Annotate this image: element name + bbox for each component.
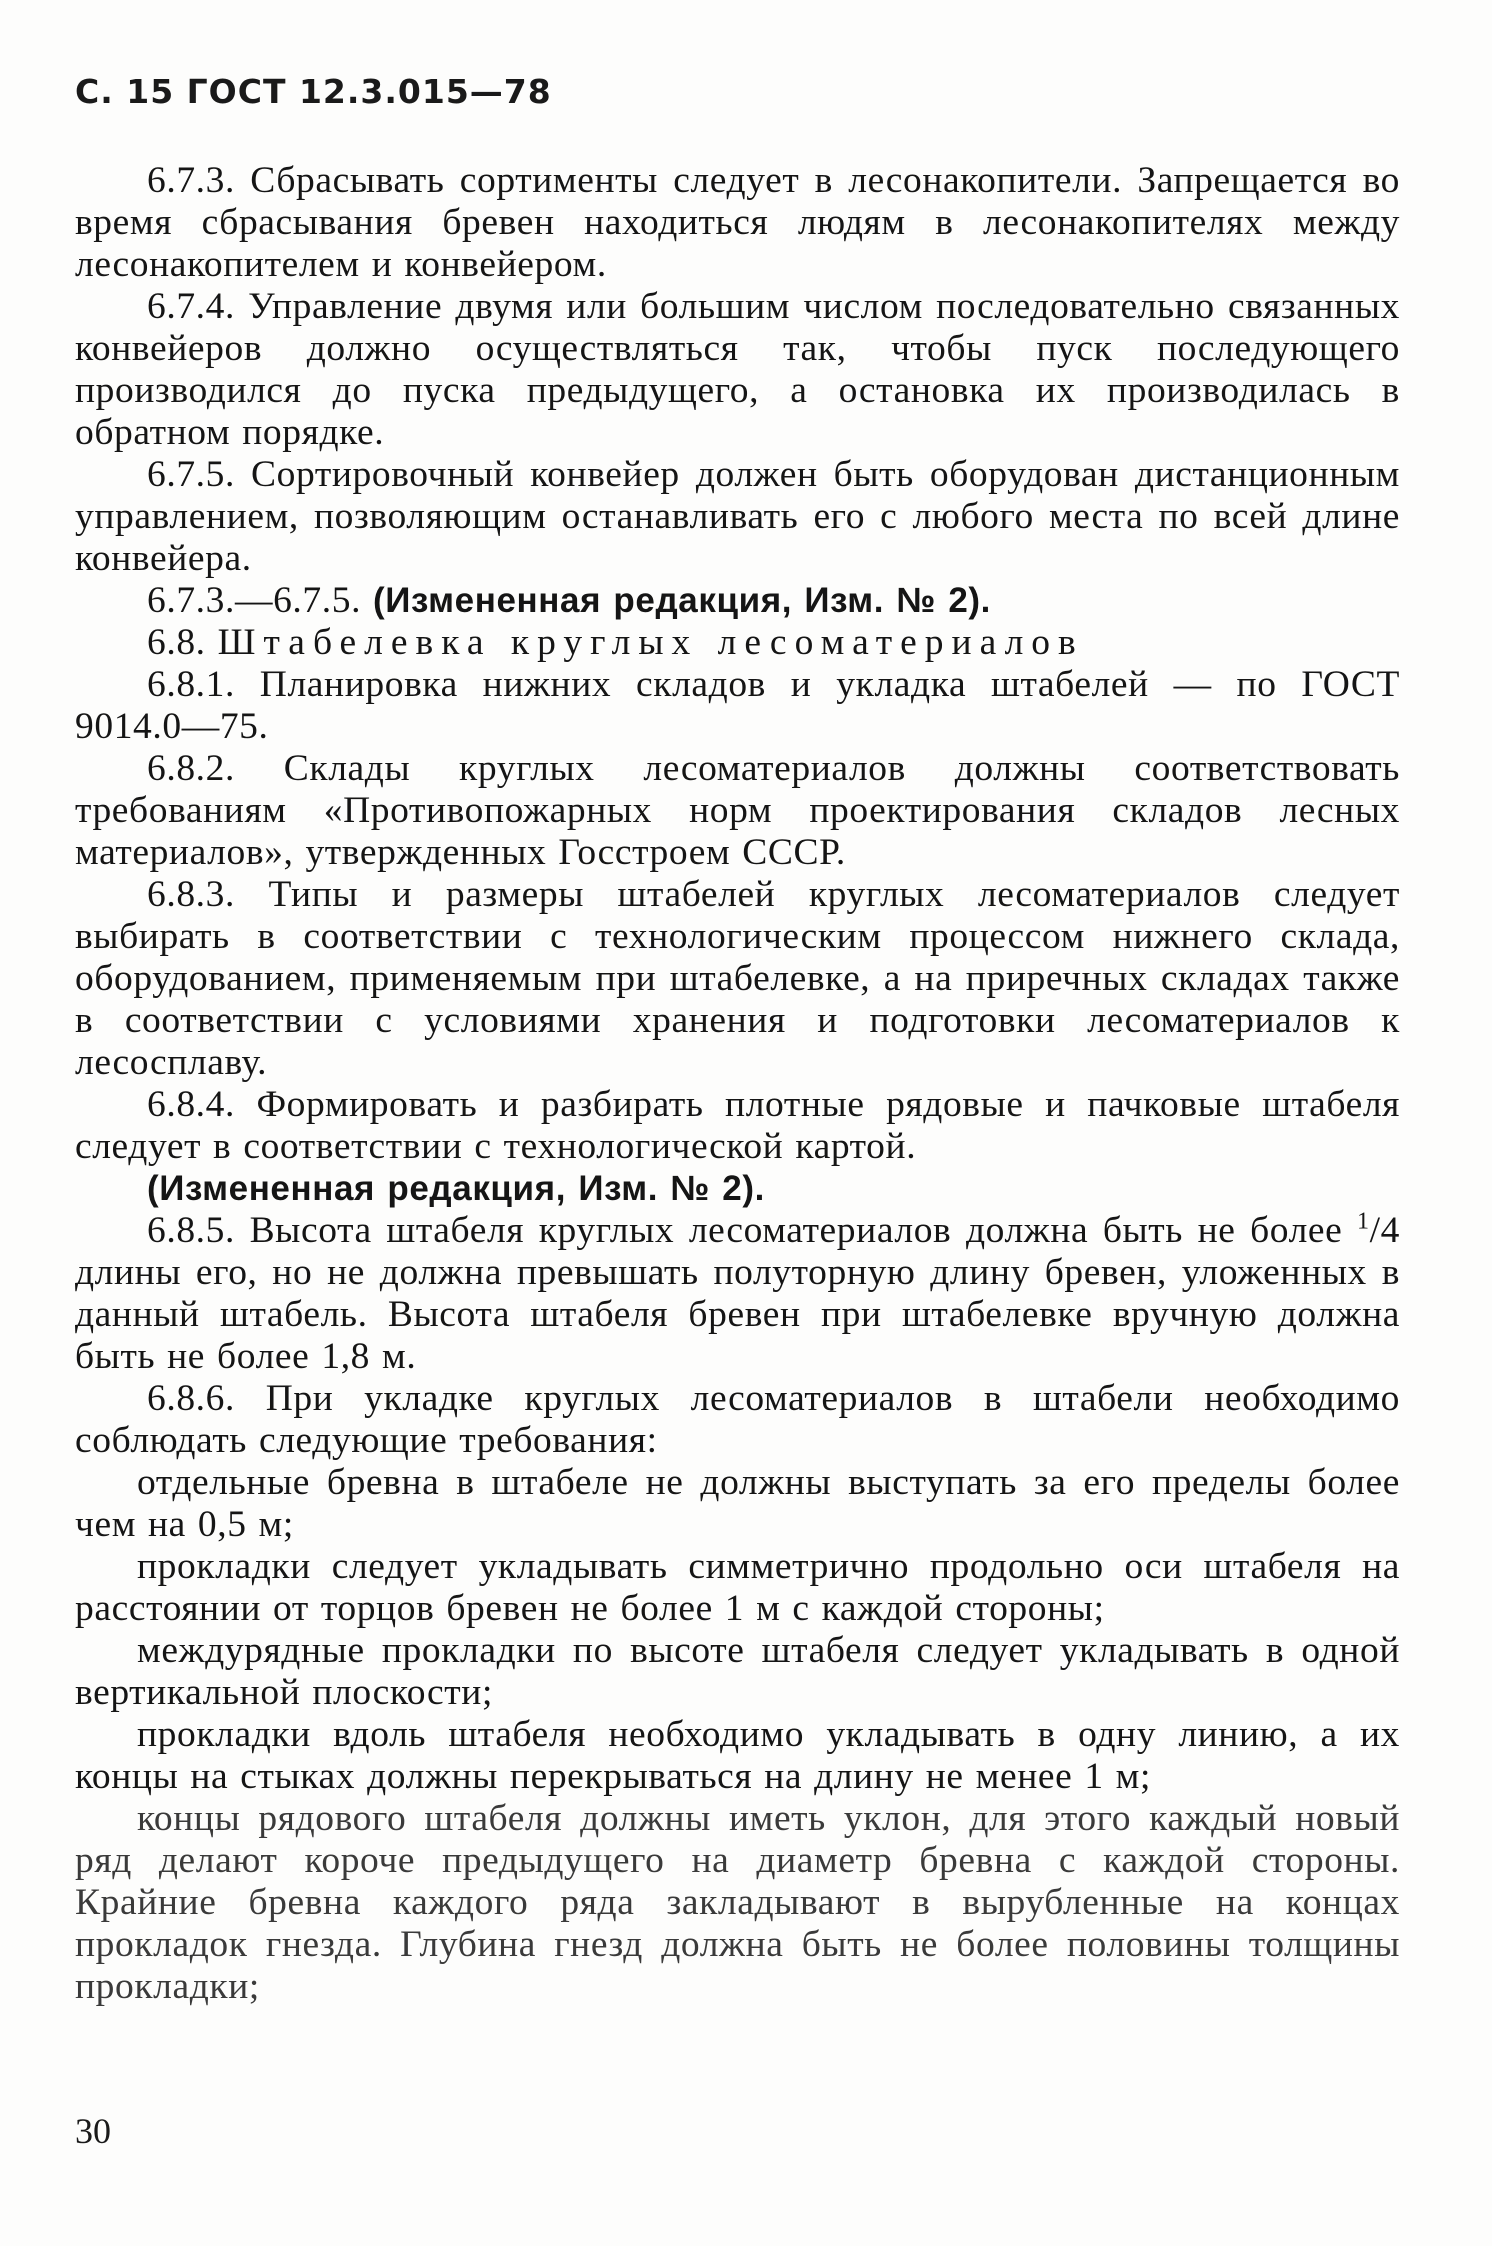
paragraph-6-8-1: 6.8.1. Планировка нижних складов и укладка штабелей — по ГОСТ 9014.0—75. <box>75 664 1400 747</box>
amendment-note-6-7 <box>75 580 1400 622</box>
fraction-numerator: 1 <box>1357 1208 1370 1235</box>
paragraph-6-8-5-start: 6.8.5. Высота штабеля круглых лесоматериалов должна быть не более <box>147 1210 1358 1251</box>
requirement-item-3: междурядные прокладки по высоте штабеля следует укладывать в одной вертикальной плоскости; <box>75 1630 1400 1713</box>
amendment-label: (Измененная редакция, Изм. № 2). <box>373 581 991 620</box>
amendment-label-2: (Измененная редакция, Изм. № 2). <box>147 1169 765 1208</box>
section-heading-6-8 <box>75 622 1400 664</box>
paragraph-6-8-5-end: длины его, но не должна превышать полуторную длину бревен, уложенных в данный штабель. Высота штабеля бревен при штабелевке вручную должна быть не более 1,8 м. <box>75 1252 1400 1377</box>
paragraph-6-8-4: 6.8.4. Формировать и разбирать плотные рядовые и пачковые штабеля следует в соответствии с технологической картой. <box>75 1084 1400 1167</box>
requirement-item-4: прокладки вдоль штабеля необходимо укладывать в одну линию, а их концы на стыках должны перекрываться на длину не менее 1 м; <box>75 1714 1400 1797</box>
requirement-item-2: прокладки следует укладывать симметрично продольно оси штабеля на расстоянии от торцов бревен не более 1 м с каждой стороны; <box>75 1546 1400 1629</box>
paragraph-6-7-4: 6.7.4. Управление двумя или большим числом последовательно связанных конвейеров должно осуществляться так, чтобы пуск последующего производился до пуска предыдущего, а остановка их производилась в обратном порядке. <box>75 286 1400 453</box>
amendment-range: 6.7.3.—6.7.5. <box>147 580 374 621</box>
amendment-note-6-8-4 <box>75 1168 1400 1210</box>
section-title: Штабелевка круглых лесоматериалов <box>217 622 1084 663</box>
requirement-item-1: отдельные бревна в штабеле не должны выступать за его пределы более чем на 0,5 м; <box>75 1462 1400 1545</box>
paragraph-6-8-5 <box>75 1210 1400 1378</box>
page-header: С. 15 ГОСТ 12.3.015—78 <box>75 72 552 111</box>
paragraph-6-8-2: 6.8.2. Склады круглых лесоматериалов должны соответствовать требованиям «Противопожарных норм проектирования складов лесных материалов», утвержденных Госстроем СССР. <box>75 748 1400 873</box>
paragraph-6-8-3: 6.8.3. Типы и размеры штабелей круглых лесоматериалов следует выбирать в соответствии с технологическим процессом нижнего склада, оборудованием, применяемым при штабелевке, а на приречных складах также в соответствии с условиями хранения и подготовки лесоматериалов к лесосплаву. <box>75 874 1400 1083</box>
paragraph-6-7-5: 6.7.5. Сортировочный конвейер должен быть оборудован дистанционным управлением, позволяющим останавливать его с любого места по всей длине конвейера. <box>75 454 1400 579</box>
fraction-denominator: /4 <box>1369 1210 1400 1251</box>
document-body <box>75 160 1400 2008</box>
paragraph-6-8-6: 6.8.6. При укладке круглых лесоматериалов в штабели необходимо соблюдать следующие требования: <box>75 1378 1400 1461</box>
paragraph-6-7-3: 6.7.3. Сбрасывать сортименты следует в лесонакопители. Запрещается во время сбрасывания бревен находиться людям в лесонакопителях между лесонакопителем и конвейером. <box>75 160 1400 285</box>
section-number: 6.8. <box>147 622 218 663</box>
page-number: 30 <box>75 2111 111 2151</box>
requirement-item-5: концы рядового штабеля должны иметь уклон, для этого каждый новый ряд делают короче предыдущего на диаметр бревна с каждой стороны. Крайние бревна каждого ряда закладывают в вырубленные на концах прокладок гнезда. Глубина гнезд должна быть не более половины толщины прокладки; <box>75 1798 1400 2007</box>
